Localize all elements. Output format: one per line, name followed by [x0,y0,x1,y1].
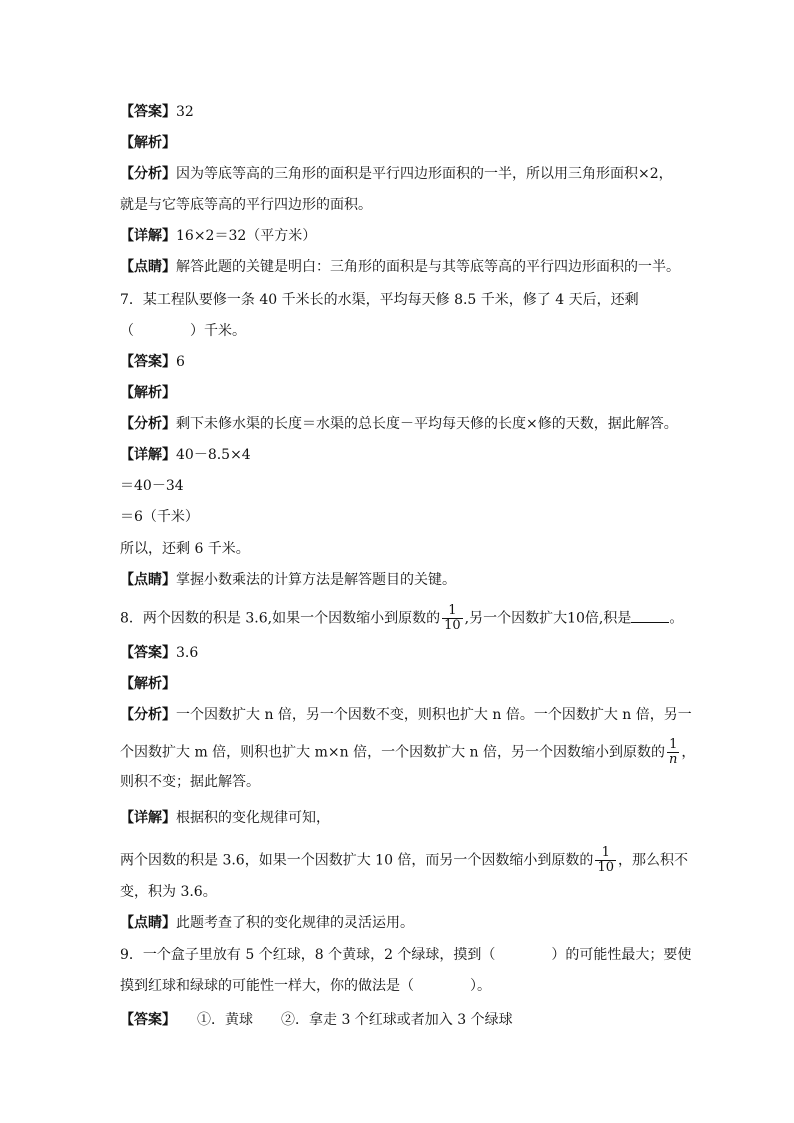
q8-fraction: $\frac{1}{10}$ [444,603,461,633]
q7-conclusion: 所以，还剩 6 千米。 [120,541,250,557]
q9-question-cont: 摸到红球和绿球的可能性一样大，你的做法是（ ）。 [120,978,491,994]
q9-answer: 【答案】 ①．黄球 ②．拿走 3 个红球或者加入 3 个绿球 [120,1012,513,1028]
q8-dianjing: 【点睛】此题考查了积的变化规律的灵活运用。 [120,915,414,931]
q8-fenxi: 【分析】一个因数扩大 n 倍，另一个因数不变，则积也扩大 n 倍。一个因数扩大 n 倍，另一 [120,707,692,723]
q6-dianjing: 【点睛】解答此题的关键是明白：三角形的面积是与其等底等高的平行四边形面积的一半。 [120,259,680,275]
q7-question-cont: （ ）千米。 [120,323,246,339]
answer-blank [631,608,669,623]
q7-question: 7．某工程队要修一条 40 千米长的水渠，平均每天修 8.5 千米，修了 4 天后，还剩 [120,292,639,308]
q8-xiangjie-cont2: 变，积为 3.6。 [120,884,217,900]
q7-analysis-label: 【解析】 [120,385,176,401]
q8-question: 8．两个因数的积是 3.6,如果一个因数缩小到原数的 $\frac{1}{10}$ ,另一个因数扩大10倍,积是 。 [120,603,684,633]
q8-analysis-label: 【解析】 [120,676,176,692]
q8-fenxi-cont: 个因数扩大 m 倍，则积也扩大 m×n 倍，一个因数扩大 n 倍，另一个因数缩小到原数的 $\frac{1}{n}$ ， [120,737,696,767]
q6-analysis-label: 【解析】 [120,135,176,151]
q7-xiangjie: 【详解】40－8.5×4 [120,447,251,463]
q8-fenxi-cont2: 则积不变；据此解答。 [120,774,260,790]
q6-fenxi-cont: 就是与它等底等高的平行四边形的面积。 [120,197,372,213]
q6-fenxi: 【分析】因为等底等高的三角形的面积是平行四边形面积的一半，所以用三角形面积×2， [120,166,673,182]
q7-fenxi: 【分析】剩下未修水渠的长度＝水渠的总长度－平均每天修的长度×修的天数，据此解答。 [120,416,678,432]
q7-xiangjie-step2: ＝40－34 [120,478,184,494]
q7-dianjing: 【点睛】掌握小数乘法的计算方法是解答题目的关键。 [120,572,456,588]
q8-answer: 【答案】3.6 [120,645,199,661]
q7-xiangjie-step3: ＝6（千米） [120,509,199,525]
q8-xiangjie-cont: 两个因数的积是 3.6，如果一个因数扩大 10 倍，而另一个因数缩小到原数的 $\frac{1}{10}$ ，那么积不 [120,845,688,875]
q6-answer: 【答案】32 [120,104,194,120]
q7-answer: 【答案】6 [120,354,185,370]
q8-xiangjie-fraction: $\frac{1}{10}$ [597,845,614,875]
q6-xiangjie: 【详解】16×2＝32（平方米） [120,228,317,244]
q8-xiangjie: 【详解】根据积的变化规律可知， [120,810,330,826]
q9-question: 9．一个盒子里放有 5 个红球，8 个黄球，2 个绿球，摸到（ ）的可能性最大；要使 [120,947,692,963]
q8-fenxi-fraction: $\frac{1}{n}$ [669,737,678,767]
